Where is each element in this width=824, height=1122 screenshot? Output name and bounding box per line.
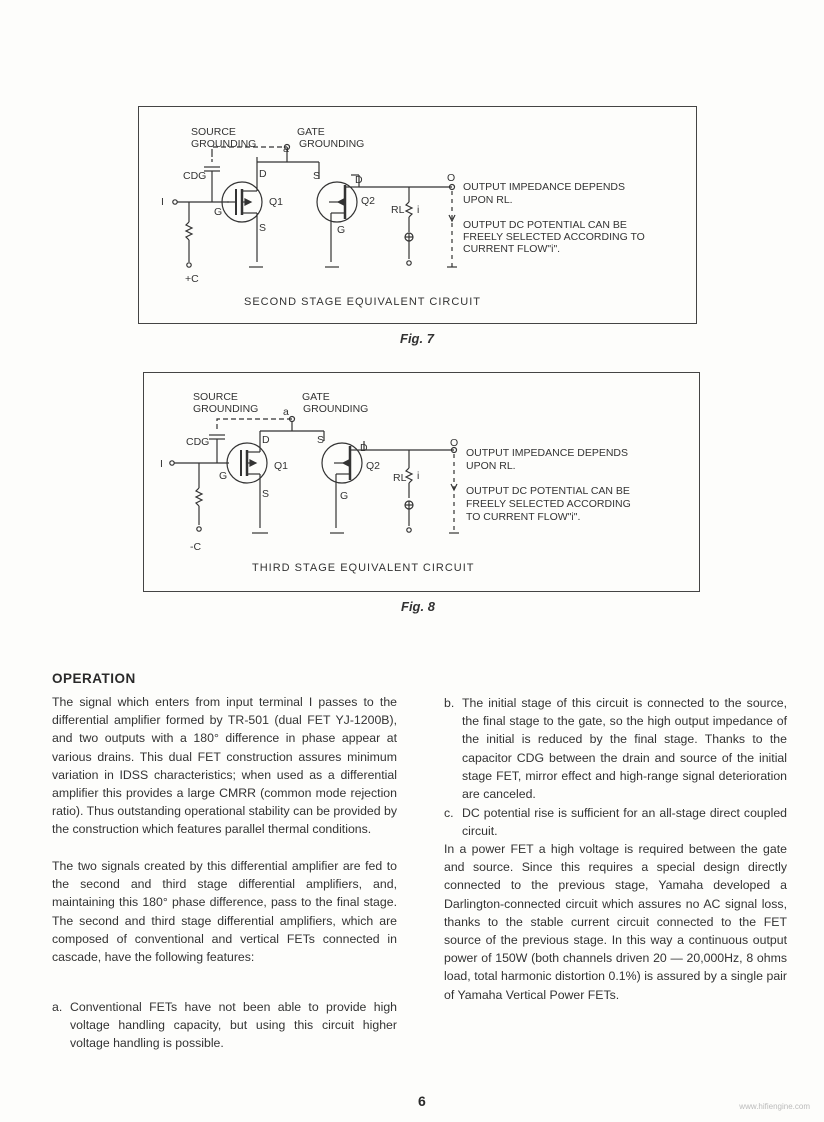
- fig8-input-i: I: [160, 458, 163, 470]
- fig7-rl-label: RL: [391, 204, 405, 216]
- fig7-note1-line2: UPON RL.: [463, 194, 513, 206]
- fig7-q1-label: Q1: [269, 196, 284, 208]
- fig7-note2-line1: OUTPUT DC POTENTIAL CAN BE: [463, 219, 627, 231]
- fig7-circuit: [139, 107, 696, 323]
- fig8-gate-label: GATE: [302, 391, 330, 403]
- fig8-q1-source: S: [262, 488, 270, 500]
- fig7-note2-line3: CURRENT FLOW"i".: [463, 243, 561, 255]
- fig7-source-label: SOURCE: [191, 126, 236, 138]
- fig7-cdg-label: CDG: [183, 170, 207, 182]
- fig7-frame: [138, 106, 697, 324]
- fig7-q1-gate: G: [214, 206, 223, 218]
- fig8-title: THIRD STAGE EQUIVALENT CIRCUIT: [252, 562, 475, 574]
- feature-item-a-text: Conventional FETs have not been able to provide high voltage handling capacity, but using this circuit higher voltage handling is possible.: [70, 1000, 397, 1051]
- fig8-q2-source: S: [317, 434, 325, 446]
- fig7-q2-source: S: [313, 170, 321, 182]
- fig7-grounding2-label: GROUNDING: [299, 138, 365, 150]
- fig8-q2-gate: G: [340, 490, 349, 502]
- feature-item-a: [52, 998, 397, 1053]
- fig7-gate-label: GATE: [297, 126, 325, 138]
- fig7-q1-source: S: [259, 222, 267, 234]
- fig7-current-i: i: [417, 204, 420, 216]
- operation-paragraph-2: The two signals created by this differential amplifier are fed to the second and third stage differential amplifiers, and, maintaining this 180° phase difference, pass to the final stage. The second and third stage differential amplifiers, which are composed of conventional and vertical FETs connected in cascade, have the following features:: [52, 859, 397, 965]
- fig8-q2-drain: D: [360, 442, 368, 454]
- feature-item-b-label: b.: [444, 696, 455, 710]
- page-number: 6: [418, 1093, 426, 1109]
- fig7-input-i: I: [161, 196, 164, 208]
- fig8-current-i: i: [417, 470, 420, 482]
- fig7-note2-line2: FREELY SELECTED ACCORDING TO: [463, 231, 645, 243]
- fig8-q1-gate: G: [219, 470, 228, 482]
- fig7-note1-line1: OUTPUT IMPEDANCE DEPENDS: [463, 181, 625, 193]
- fig8-circuit: [144, 373, 699, 591]
- fig8-frame: [143, 372, 700, 592]
- fig7-q1-drain: D: [259, 168, 267, 180]
- fig8-note1-line1: OUTPUT IMPEDANCE DEPENDS: [466, 447, 628, 459]
- fig7-title: SECOND STAGE EQUIVALENT CIRCUIT: [244, 296, 481, 308]
- fig7-caption: Fig. 7: [400, 331, 434, 346]
- fig8-node-a: a: [283, 406, 289, 418]
- fig8-node-o: O: [450, 437, 459, 449]
- fig8-supply-label: -C: [190, 541, 202, 553]
- fig7-grounding1-label: GROUNDING: [191, 138, 257, 150]
- fig8-rl-label: RL: [393, 472, 407, 484]
- feature-item-c: [444, 804, 787, 840]
- fig7-supply-label: +C: [185, 273, 199, 285]
- fig8-note2-line2: FREELY SELECTED ACCORDING: [466, 498, 631, 510]
- fig8-q2-label: Q2: [366, 460, 381, 472]
- fig7-q2-label: Q2: [361, 195, 376, 207]
- feature-item-c-text: DC potential rise is sufficient for an all-stage direct coupled circuit.: [462, 806, 787, 839]
- fig8-note2-line1: OUTPUT DC POTENTIAL CAN BE: [466, 485, 630, 497]
- feature-item-c-label: c.: [444, 806, 454, 820]
- fig8-cdg-label: CDG: [186, 436, 210, 448]
- fig8-grounding2-label: GROUNDING: [303, 403, 369, 415]
- fig7-node-o: O: [447, 172, 456, 184]
- feature-item-b-text: The initial stage of this circuit is connected to the source, the final stage to the gate, so the high output impedance of the initial is reduced by the final stage. Thanks to the capacitor CDG between the drain and source of the initial stage FET, mirror effect and high-range signal deterioration are canceled.: [462, 696, 787, 802]
- operation-paragraph-1: The signal which enters from input terminal I passes to the differential amplifier formed by TR-501 (dual FET YJ-1200B), and two outputs with a 180° difference in phase appear at various drains. This dual FET construction assures minimum variation in IDSS characteristics; when used as a differential amplifier this provides a large CMRR (common mode rejection ratio). Thus outstanding operational stability can be provided by the construction which features parallel thermal conditions.: [52, 695, 397, 837]
- fig7-q2-drain: D: [355, 174, 363, 186]
- fig8-q1-drain: D: [262, 434, 270, 446]
- fig8-caption: Fig. 8: [401, 599, 435, 614]
- feature-item-a-label: a.: [52, 1000, 63, 1014]
- feature-item-b: [444, 694, 787, 803]
- fig7-q2-gate: G: [337, 224, 346, 236]
- fig8-note2-line3: TO CURRENT FLOW"i".: [466, 511, 581, 523]
- fig7-node-a: a: [283, 143, 289, 155]
- fig8-note1-line2: UPON RL.: [466, 460, 516, 472]
- fig8-q1-label: Q1: [274, 460, 289, 472]
- fig8-grounding1-label: GROUNDING: [193, 403, 259, 415]
- fig8-source-label: SOURCE: [193, 391, 238, 403]
- watermark: www.hifiengine.com: [739, 1102, 810, 1111]
- operation-heading: OPERATION: [52, 671, 136, 686]
- operation-paragraph-3: In a power FET a high voltage is required between the gate and source. Since this requires a special design directly connected to the previous stage, Yamaha developed a Darlington-connected circuit which assures no AC signal loss, thanks to the stable current circuit connected to the FET source of the previous stage. In this way a continuous output power of 150W (both channels driven 20 — 20,000Hz, 8 ohms load, total harmonic distortion 0.1%) is assured by a single pair of Yamaha Vertical Power FETs.: [444, 842, 787, 1002]
